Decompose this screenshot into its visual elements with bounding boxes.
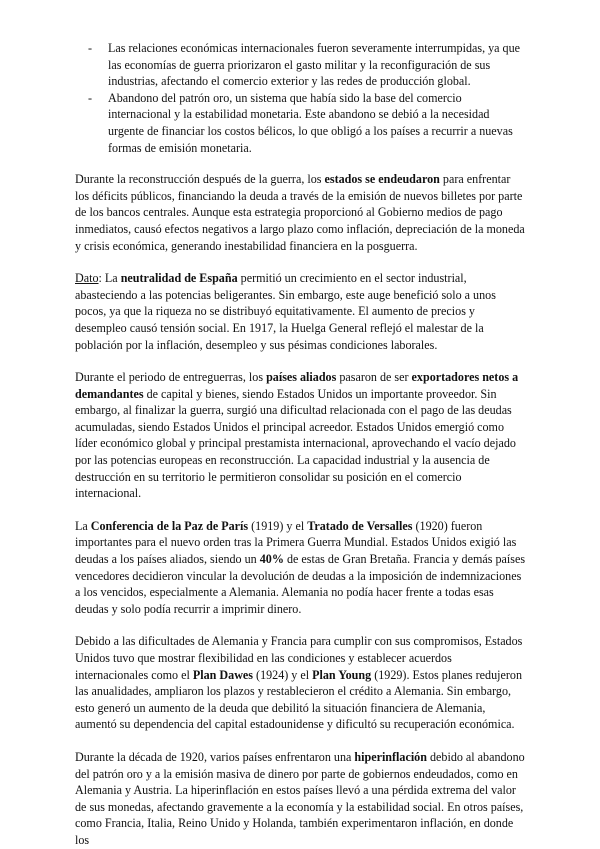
text-run: (1929). Estos planes redujeron las anualidades, ampliaron los plazos y restablecieron el crédito a Alemania. Sin embargo, esto generó un aumento de la deuda que debilitó la situación financiera de Alemania, aumentó su dependencia del capital estadounidense y dificultó su recuperación económica. xyxy=(75,667,522,732)
bullet-dash: - xyxy=(88,41,93,55)
bold-term: Conferencia de la Paz de París xyxy=(90,518,249,533)
text-run: de estas de Gran Bretaña. Francia y demás países vencedores decidieron vincular la devolución de deudas a la imposición de indemnizaciones a los vencidos, especialmente a Alemania. Alemania no podía hacer frente a todas esas deudas y solo podía recurrir a imprimir dinero. xyxy=(75,552,526,616)
text-run: (1924) y el xyxy=(253,667,313,682)
text-run: debido al abandono del patrón oro y a la emisión masiva de dinero por parte de gobiernos endeudados, como en Alemania y Austria. La hiperinflación en estos países llevó a una pérdida extrema del valor de sus monedas, afectando gravemente a la economía y la estabilidad social. En otros países, como Francia, Italia, Reino Unido y Holanda, también experimentaron inflación, en donde los xyxy=(75,749,525,847)
paragraph-aliados xyxy=(75,369,527,502)
text-run: (1920) fueron importantes para el nuevo orden tras la Primera Guerra Mundial. Estados Unidos exigió las deudas a los países aliados, siendo un xyxy=(75,518,517,567)
text-run: de capital y bienes, siendo Estados Unidos un importante proveedor. Sin embargo, al finalizar la guerra, surgió una dificultad relacionada con el pago de las deudas acumuladas, siendo Estados Unidos el principal acreedor. Estados Unidos emergió como líder económico global y principal prestamista internacional, aprovechando el vacío dejado por las potencias europeas en reconstrucción. La capacidad industrial y la ausencia de destrucción en su territorio le permitieron consolidar su posición en el comercio internacional. xyxy=(75,386,516,501)
text-run: pasaron de ser xyxy=(336,370,412,385)
document-page xyxy=(75,40,527,849)
bullet-item xyxy=(75,90,527,156)
text-run: para enfrentar los déficits públicos, financiando la deuda a través de la emisión de nuevos billetes por parte de los bancos centrales. Aunque esta estrategia proporcionó al Gobierno medios de pago inmediatos, causó efectos negativos a largo plazo como inflación, depreciación de la moneda y crisis económica, generando inestabilidad financiera en la posguerra. xyxy=(75,172,525,253)
bold-term: Plan Young xyxy=(312,667,372,682)
bullet-item xyxy=(75,40,527,90)
bold-term: hiperinflación xyxy=(354,749,427,764)
paragraph-hiperinflacion xyxy=(75,749,527,849)
bold-term: exportadores netos a demandantes xyxy=(75,370,519,401)
text-run: Debido a las dificultades de Alemania y Francia para cumplir con sus compromisos, Estados Unidos tuvo que mostrar flexibilidad en las condiciones y establecer acuerdos internacionales como el xyxy=(75,634,523,682)
text-run: Durante la reconstrucción después de la guerra, los xyxy=(75,172,325,187)
paragraph-dato xyxy=(75,270,527,353)
paragraph-planes xyxy=(75,633,527,733)
bullet-dash: - xyxy=(88,90,93,105)
bold-term: Plan Dawes xyxy=(192,667,254,682)
text-run: : La xyxy=(98,271,121,286)
bold-term: neutralidad de España xyxy=(120,271,238,286)
paragraph-conferencia xyxy=(75,518,527,618)
bold-term: Tratado de Versalles xyxy=(307,518,413,533)
bold-term: 40% xyxy=(259,552,284,567)
bullet-list xyxy=(75,40,527,156)
bold-term: países aliados xyxy=(266,370,337,385)
paragraph-reconstruccion xyxy=(75,171,527,254)
bullet-text: Las relaciones económicas internacionales fueron severamente interrumpidas, ya que las economías de guerra priorizaron el gasto militar y la reconfiguración de sus industrias, afectando el comercio exterior y las redes de producción global. xyxy=(108,41,521,89)
dato-label: Dato xyxy=(75,271,99,286)
text-run: Durante el periodo de entreguerras, los xyxy=(75,370,267,385)
bullet-text: Abandono del patrón oro, un sistema que había sido la base del comercio internacional y la estabilidad monetaria. Este abandono se debió a la necesidad urgente de financiar los costos bélicos, lo que obligó a los países a recurrir a nuevas formas de emisión monetaria. xyxy=(108,90,513,155)
bold-term: estados se endeudaron xyxy=(324,172,440,187)
text-run: (1919) y el xyxy=(248,518,308,533)
text-run: Durante la década de 1920, varios países enfrentaron una xyxy=(75,749,355,764)
text-run: La xyxy=(75,518,91,533)
text-run: permitió un crecimiento en el sector industrial, abasteciendo a las potencias beligerantes. Sin embargo, este auge benefició solo a unos pocos, ya que la riqueza no se distribuyó equitativamente. El aumento de precios y desempleo causó tensión social. En 1917, la Huelga General reflejó el malestar de la población por la inflación, desempleo y sus pésimas condiciones laborales. xyxy=(75,271,496,352)
